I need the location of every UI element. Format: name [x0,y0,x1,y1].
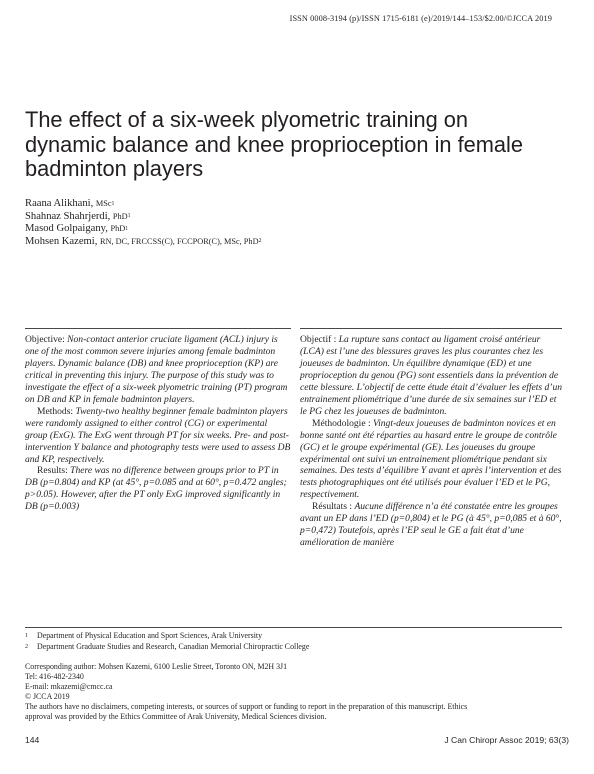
article-title: The effect of a six-week plyometric training on dynamic balance and knee proprioception in female badminton players [25,107,524,181]
telephone: Tel: 416-482-2340 [25,672,84,681]
resume-resultats [300,501,562,549]
author-name: Mohsen Kazemi, [25,235,98,247]
author-name: Raana Alikhani, [25,198,94,209]
page-number: 144 [25,735,40,745]
disclaimer-line-2: approval was provided by the Ethics Committee of Arak University, Medical Sciences division. [25,712,327,721]
abstract-english [25,334,291,513]
abstract-left-rule [25,328,291,329]
author-entry [25,198,261,211]
abstract-results [25,465,291,513]
author-credentials: MSc [95,199,112,208]
resume-objectif [300,334,562,418]
footnote-number: 1 [25,633,28,639]
email: E-mail: mkazemi@cmcc.ca [25,682,113,691]
methods-label: Methods: [37,405,74,417]
copyright: © JCCA 2019 [25,692,70,701]
author-entry [25,236,261,249]
objective-label: Objective: [25,334,65,345]
abstract-objective [25,334,291,406]
author-affiliation: 1 [127,213,131,220]
author-affiliation: 2 [258,238,262,245]
author-name: Shahnaz Shahrjerdi, [25,210,111,222]
author-credentials: PhD [112,211,128,221]
footnote-rule [25,627,562,628]
abstract-methods [25,406,291,466]
footnote-1 [25,631,262,641]
methodologie-label: Méthodologie : [312,417,371,429]
author-affiliation: 1 [125,225,129,232]
footnote-text: Department Graduate Studies and Research, Canadian Memorial Chiropractic College [37,642,310,651]
author-name: Masod Golpaigany, [25,223,108,235]
objectif-text: La rupture sans contact au ligament croisé antérieur (LCA) est l’une des blessures graves les plus courantes chez les joueuses de badminton. Un équilibre dynamique (ED) et une proprioception du genou (PG) sont essentiels dans la prévention de cette blessure. L’objectif de cette étude était d’évaluer les effets d’un entrainement pliométrique d’une durée de six semaines sur l’ED et le PG chez les joueuses de badminton. [300,334,563,417]
corresponding-author: Corresponding author: Mohsen Kazemi, 6100 Leslie Street, Toronto ON, M2H 3J1 [25,662,288,671]
author-credentials: RN, DC, FRCCSS(C), FCCPOR(C), MSc, PhD [99,236,259,246]
disclaimer-line-1: The authors have no disclaimers, competing interests, or sources of support or funding to report in the preparation of this manuscript. Ethics [25,702,468,711]
methods-text: Twenty-two healthy beginner female badminton players were randomly assigned to either control (CG) or experimental group (ExG). The ExG went through PT for six weeks. Pre- and post-intervention Y balance and photography tests were used to assess DB and KP, respectively. [25,405,291,465]
abstract-right-rule [300,328,562,329]
results-text: There was no difference between groups prior to PT in DB (p=0.804) and KP (at 45°, p=0.085 and at 60°, p=0.472 angles; p>0.05). However, after the PT only ExG improved significantly in DB (p=0.003) [25,465,287,513]
resultats-text: Aucune différence n’a été constatée entre les groupes avant un EP dans l’ED (p=0,804) et le PG (à 45°, p=0,085 et à 60°, p=0,472) Toutefois, après l’EP seul le GE a fait état d’une amélioration de manière [300,501,562,549]
footnote-number: 2 [25,644,28,650]
objective-text: Non-contact anterior cruciate ligament (ACL) injury is one of the most common severe injuries among female badminton players. Dynamic balance (DB) and knee proprioception (KP) are critical in preventing this injury. The purpose of this study was to investigate the effect of a six-week plyometric training (PT) program on DB and KP in female badminton players. [25,334,288,405]
author-credentials: PhD [110,224,126,234]
objectif-label: Objectif : [300,334,337,345]
author-entry [25,211,261,224]
footnote-2 [25,642,309,652]
journal-citation: J Can Chiropr Assoc 2019; 63(3) [444,735,569,745]
author-affiliation: 1 [111,200,115,207]
author-entry [25,223,261,236]
resultats-label: Résultats : [312,501,353,513]
resume-methodologie [300,418,562,502]
footnote-text: Department of Physical Education and Sport Sciences, Arak University [37,631,263,640]
results-label: Results: [37,465,68,477]
abstract-french [300,334,562,549]
author-list [25,198,261,248]
issn-line: ISSN 0008-3194 (p)/ISSN 1715-6181 (e)/2019/144–153/$2.00/©JCCA 2019 [289,14,552,23]
methodologie-text: Vingt-deux joueuses de badminton novices et en bonne santé ont été réparties au hasard entre le groupe de contrôle (GC) et le groupe expérimental (GE). Les joueuses du groupe expérimental ont suivi un entrainement pliométrique pendant six semaines. Des tests d’équilibre Y avant et après l’intervention et des tests photographiques ont été utilisés pour évaluer l’ED et le PG, respectivement. [300,417,562,501]
